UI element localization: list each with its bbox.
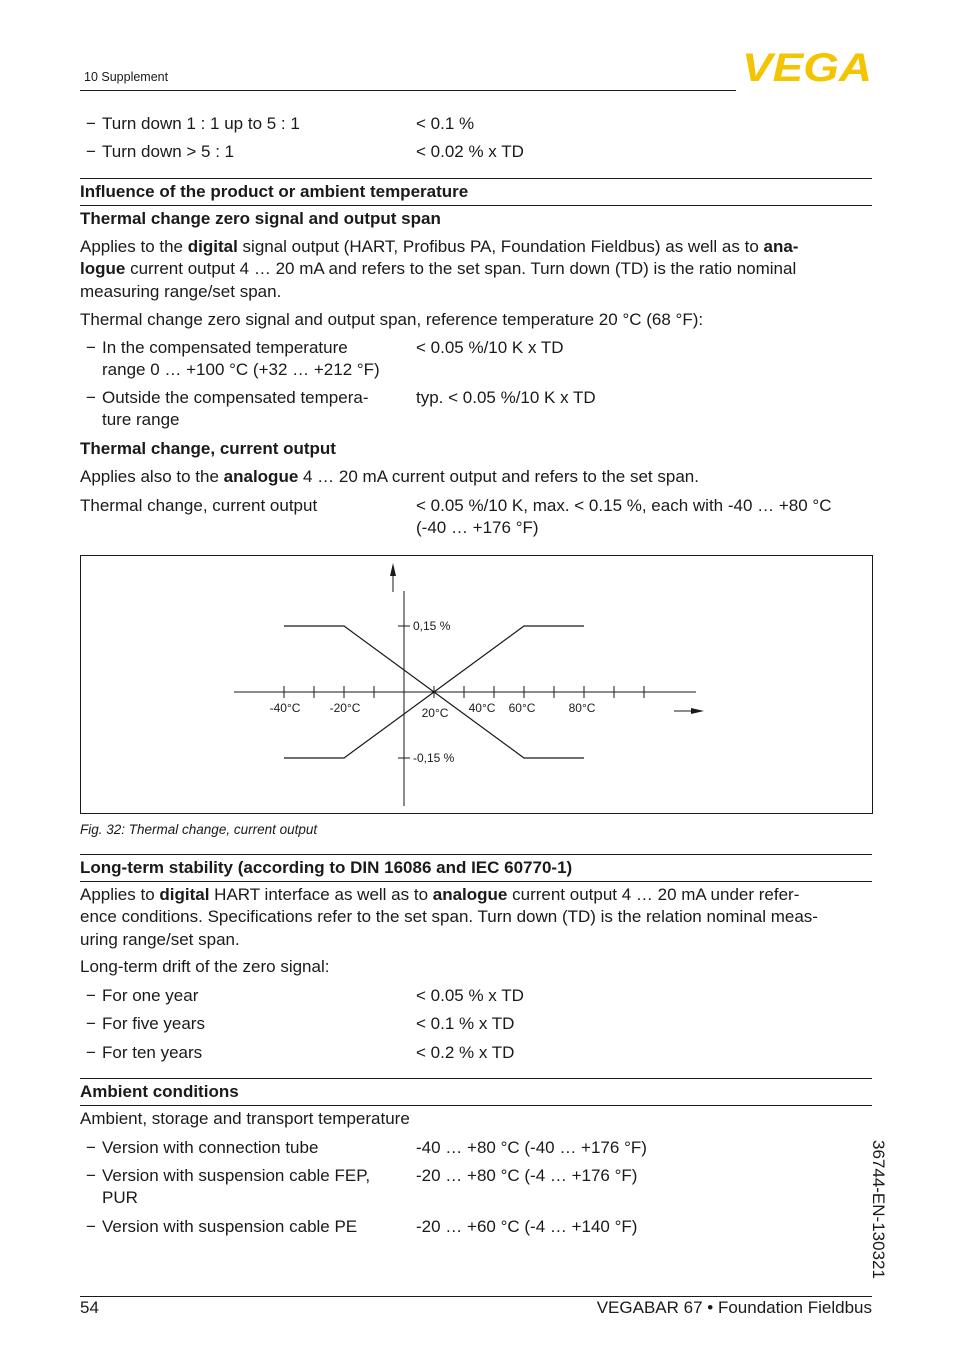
row-value: < 0.05 %/10 K x TD	[416, 338, 564, 357]
row-value: < 0.05 %/10 K, max. < 0.15 %, each with -40 … +80 °C (-40 … +176 °F)	[416, 496, 832, 537]
row-value: < 0.02 % x TD	[416, 142, 524, 161]
x-tick-label: 60°C	[508, 701, 536, 715]
document-code: 36744-EN-130321	[869, 1140, 888, 1279]
dash: −	[86, 338, 96, 357]
row-label: For ten years	[102, 1043, 203, 1062]
row-label: For one year	[102, 986, 199, 1005]
row-label: Version with suspension cable PE	[102, 1217, 358, 1236]
page-number: 54	[80, 1298, 99, 1317]
y-tick-label: 0,15 %	[413, 619, 451, 633]
dash: −	[86, 986, 96, 1005]
ambient-intro: Ambient, storage and transport temperature	[80, 1109, 410, 1128]
dash: −	[86, 114, 96, 133]
row-label: Turn down > 5 : 1	[102, 142, 235, 161]
logo-text: VEGA	[742, 50, 872, 86]
y-axis-arrowhead	[390, 563, 396, 576]
current-output-paragraph: Applies also to the analogue 4 … 20 mA current output and refers to the set span.	[80, 467, 699, 486]
row-label: In the compensated temperature range 0 … +100 °C (+32 … +212 °F)	[102, 338, 380, 379]
dash: −	[86, 142, 96, 161]
row-label: Version with suspension cable FEP, PUR	[102, 1166, 371, 1207]
footer-rule	[80, 1296, 872, 1297]
dash: −	[86, 1043, 96, 1062]
dash: −	[86, 1166, 96, 1185]
row-label: Turn down 1 : 1 up to 5 : 1	[102, 114, 300, 133]
row-value: < 0.1 %	[416, 114, 475, 133]
row-value: < 0.05 % x TD	[416, 986, 524, 1005]
dash: −	[86, 1138, 96, 1157]
x-tick-label: 20°C	[421, 706, 449, 720]
header-rule	[80, 90, 736, 91]
section-label: 10 Supplement	[84, 70, 169, 84]
row-value: -20 … +60 °C (-4 … +140 °F)	[416, 1217, 638, 1236]
x-axis-arrowhead	[691, 708, 704, 714]
dash: −	[86, 1014, 96, 1033]
x-tick-label: -40°C	[269, 701, 301, 715]
long-term-paragraph: Applies to digital HART interface as well as to analogue current output 4 … 20 mA under refer- ence conditions. Specifications refer to the set span. Turn down (TD) is the relation nominal meas- uring range/set span.	[80, 885, 818, 949]
section-title-influence: Influence of the product or ambient temperature	[80, 178, 872, 206]
section-title-long-term: Long-term stability (according to DIN 16086 and IEC 60770-1)	[80, 854, 872, 882]
row-value: typ. < 0.05 %/10 K x TD	[416, 388, 596, 407]
thermal-change-chart	[81, 556, 872, 813]
dash: −	[86, 388, 96, 407]
y-tick-label: -0,15 %	[413, 751, 455, 765]
dash: −	[86, 1217, 96, 1236]
subsection-title-current-output: Thermal change, current output	[80, 439, 336, 458]
x-tick-label: 80°C	[568, 701, 596, 715]
row-label: Version with connection tube	[102, 1138, 319, 1157]
long-term-intro: Long-term drift of the zero signal:	[80, 957, 330, 976]
vega-logo	[742, 50, 874, 86]
zero-span-paragraph: Applies to the digital signal output (HART, Profibus PA, Foundation Fieldbus) as well as to ana- logue current output 4 … 20 mA and refers to the set span. Turn down (TD) is the ratio nominal measuring range/set span.	[80, 237, 799, 301]
x-tick-label: 40°C	[468, 701, 496, 715]
row-value: -20 … +80 °C (-4 … +176 °F)	[416, 1166, 638, 1185]
row-label: Thermal change, current output	[80, 496, 318, 515]
zero-span-intro: Thermal change zero signal and output span, reference temperature 20 °C (68 °F):	[80, 310, 704, 329]
row-value: -40 … +80 °C (-40 … +176 °F)	[416, 1138, 647, 1157]
figure-frame	[80, 555, 873, 814]
figure-caption: Fig. 32: Thermal change, current output	[80, 822, 318, 837]
row-label: Outside the compensated tempera- ture range	[102, 388, 369, 429]
row-value: < 0.2 % x TD	[416, 1043, 515, 1062]
x-tick-label: -20°C	[329, 701, 361, 715]
row-label: For five years	[102, 1014, 205, 1033]
subsection-title-zero-span: Thermal change zero signal and output span	[80, 209, 441, 228]
footer-title: VEGABAR 67 • Foundation Fieldbus	[596, 1298, 872, 1317]
row-value: < 0.1 % x TD	[416, 1014, 515, 1033]
section-title-ambient: Ambient conditions	[80, 1078, 872, 1106]
